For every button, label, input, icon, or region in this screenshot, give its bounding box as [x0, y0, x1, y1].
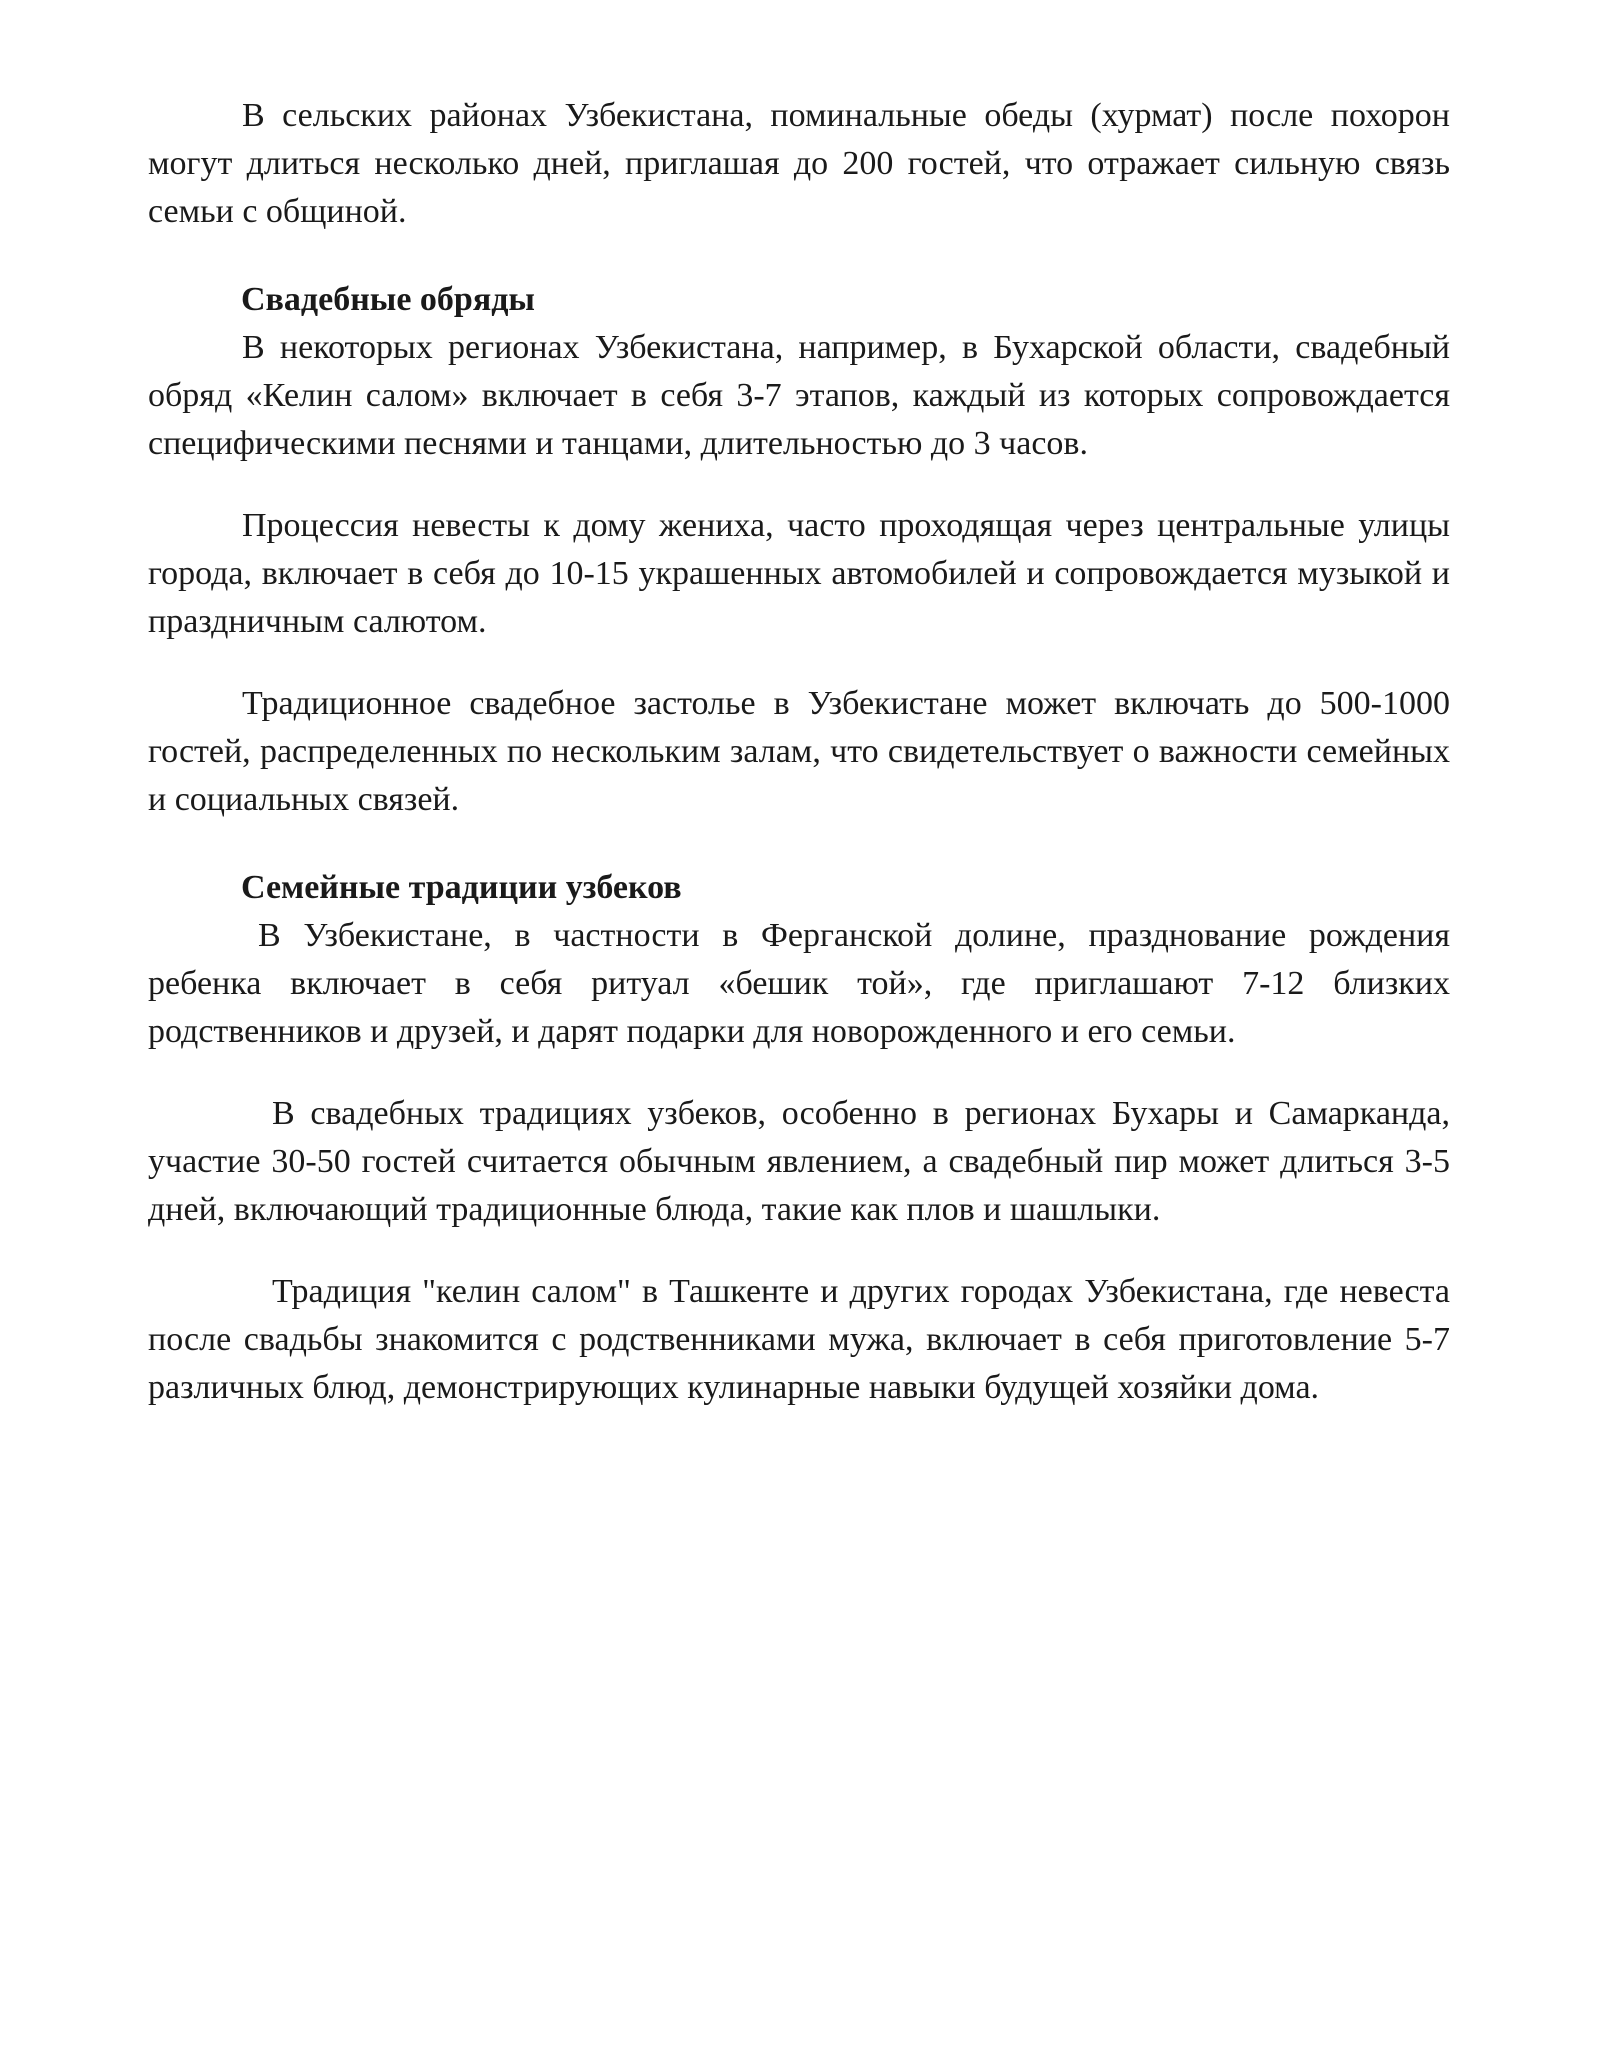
paragraph-bride-procession: Процессия невесты к дому жениха, часто проходящая через центральные улицы города, включает в себя до 10-15 украшенных автомобилей и сопровождается музыкой и праздничным салютом. — [148, 507, 1450, 640]
paragraph-wedding-feast: Традиционное свадебное застолье в Узбекистане может включать до 500-1000 гостей, распределенных по нескольким залам, что свидетельствует о важности семейных и социальных связей. — [148, 685, 1450, 818]
paragraph-wedding-guests-samarkand: В свадебных традициях узбеков, особенно в регионах Бухары и Самарканда, участие 30-50 гостей считается обычным явлением, а свадебный пир может длиться 3-5 дней, включающий традиционные блюда, такие как плов и шашлыки. — [148, 1095, 1450, 1228]
paragraph-beshik-toy: В Узбекистане, в частности в Ферганской долине, празднование рождения ребенка включает в себя ритуал «бешик той», где приглашают 7-12 близких родственников и друзей, и дарят подарки для новорожденного и его семьи. — [148, 917, 1450, 1050]
heading-wedding-rites: Свадебные обряды — [241, 281, 535, 318]
paragraph-funeral-meals: В сельских районах Узбекистана, поминальные обеды (хурмат) после похорон могут длиться несколько дней, приглашая до 200 гостей, что отражает сильную связь семьи с общиной. — [148, 97, 1450, 230]
heading-family-traditions: Семейные традиции узбеков — [241, 869, 682, 906]
paragraph-kelin-salom-tashkent: Традиция "келин салом" в Ташкенте и других городах Узбекистана, где невеста после свадьбы знакомится с родственниками мужа, включает в себя приготовление 5-7 различных блюд, демонстрирующих кулинарные навыки будущей хозяйки дома. — [148, 1273, 1450, 1406]
paragraph-kelin-salom-bukhara: В некоторых регионах Узбекистана, например, в Бухарской области, свадебный обряд «Келин салом» включает в себя 3-7 этапов, каждый из которых сопровождается специфическими песнями и танцами, длительностью до 3 часов. — [148, 329, 1450, 462]
document-body — [148, 92, 1450, 1412]
